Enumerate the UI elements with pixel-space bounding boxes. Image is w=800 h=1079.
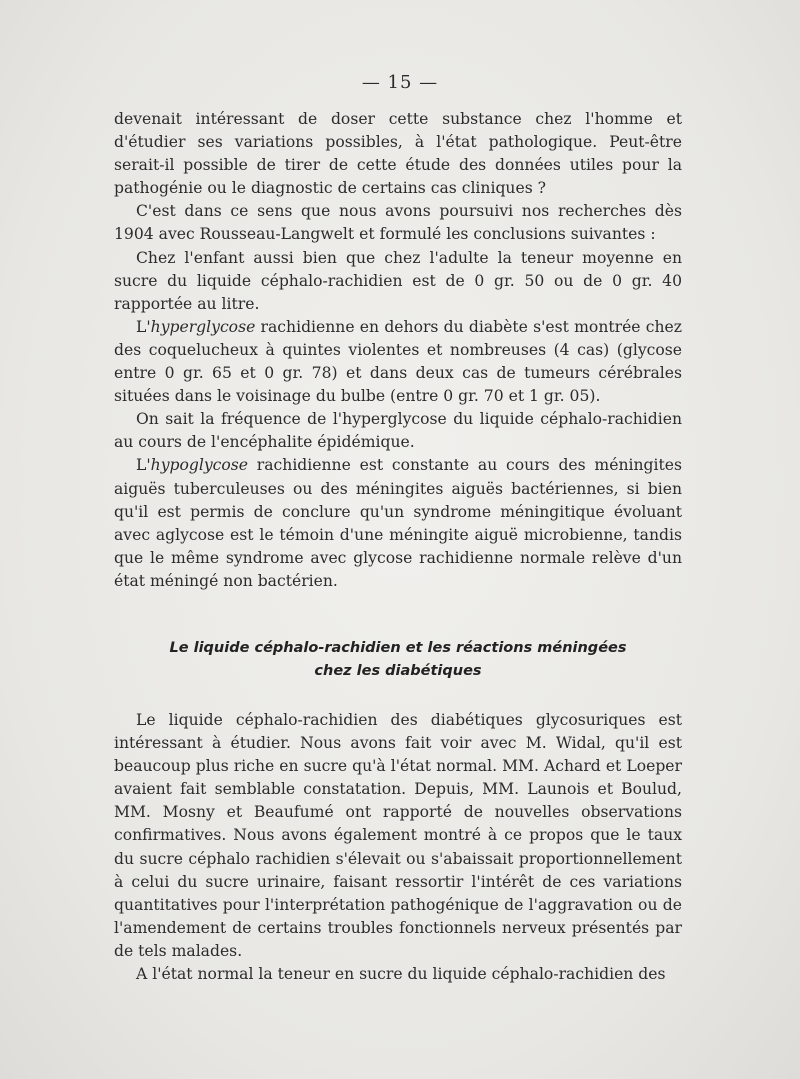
paragraph-research-intro: C'est dans ce sens que nous avons poursuivi nos recherches dès 1904 avec Rousseau-Langwelt et formulé les conclusions suivantes : bbox=[114, 202, 682, 244]
body-text-lower bbox=[114, 709, 682, 986]
paragraph-hypoglycose bbox=[114, 454, 682, 593]
section-heading-line2: chez les diabétiques bbox=[314, 663, 482, 679]
hypoglycose-text: rachidienne est constante au cours des méningites aiguës tuberculeuses ou des méningites aiguës bactériennes, si bien qu'il est permis de conclure qu'un syndrome méningitique évoluant avec aglycose est le témoin d'une méningite aiguë microbienne, tandis que le même syndrome avec glycose rachidienne normale relève d'un état méningé non bactérien. bbox=[114, 456, 682, 590]
paragraph-normal-state: A l'état normal la teneur en sucre du liquide céphalo-rachidien des bbox=[136, 965, 666, 984]
paragraph-encephalitis: On sait la fréquence de l'hyperglycose du liquide céphalo-rachidien au cours de l'encéphalite épidémique. bbox=[114, 410, 682, 452]
section-heading bbox=[114, 637, 682, 683]
hyperglycose-term: hyperglycose bbox=[150, 317, 256, 336]
page-number: — 15 — bbox=[361, 72, 439, 93]
hyperglycose-text: rachidienne en dehors du diabète s'est montrée chez des coquelucheux à quintes violentes et nombreuses (4 cas) (glycose entre 0 gr. 65 et 0 gr. 78) et dans deux cas de tumeurs cérébrales situées dans le voisinage du bulbe (entre 0 gr. 70 et 1 gr. 05). bbox=[114, 317, 682, 406]
hypoglycose-prefix: L' bbox=[136, 456, 151, 475]
paragraph-hyperglycose bbox=[114, 316, 682, 408]
hyperglycose-prefix: L' bbox=[136, 317, 151, 336]
paragraph-normal-sugar: Chez l'enfant aussi bien que chez l'adulte la teneur moyenne en sucre du liquide céphalo-rachidien est de 0 gr. 50 ou de 0 gr. 40 rapportée au litre. bbox=[114, 248, 682, 313]
paragraph-continuation: devenait intéressant de doser cette substance chez l'homme et d'étudier ses variations possibles, à l'état pathologique. Peut-être serait-il possible de tirer de cette étude des données utiles pour la pathogénie ou le diagnostic de certains cas cliniques ? bbox=[114, 110, 682, 198]
body-text-upper bbox=[114, 108, 682, 593]
paragraph-diabetic-csf: Le liquide céphalo-rachidien des diabétiques glycosuriques est intéressant à étudier. Nous avons fait voir avec M. Widal, qu'il est beaucoup plus riche en sucre qu'à l'état normal. MM. Achard et Loeper avaient fait semblable constatation. Depuis, MM. Launois et Boulud, MM. Mosny et Beaufumé ont rapporté de nouvelles observations confirmatives. Nous avons également montré à ce propos que le taux du sucre céphalo rachidien s'élevait ou s'abaissait proportionnellement à celui du sucre urinaire, faisant ressortir l'intérêt de ces variations quantitatives pour l'interprétation pathogénique de l'aggravation ou de l'amendement de certains troubles fonctionnels nerveux présentés par de tels malades. bbox=[114, 711, 682, 960]
section-heading-line1: Le liquide céphalo-rachidien et les réactions méningées bbox=[169, 640, 627, 656]
hypoglycose-term: hypoglycose bbox=[150, 456, 249, 475]
